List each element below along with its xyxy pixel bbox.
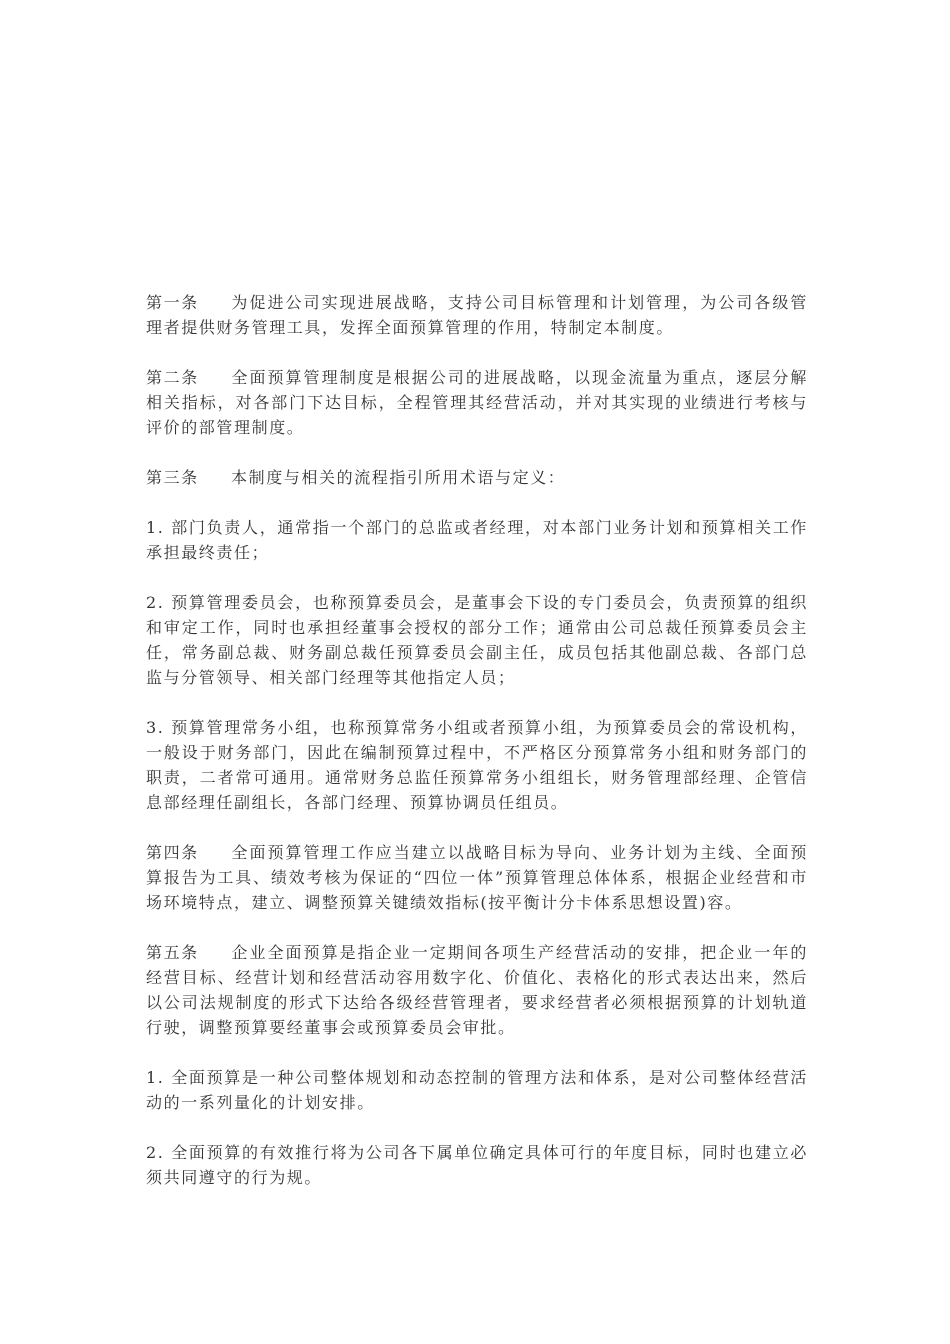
- article-text: 本制度与相关的流程指引所用术语与定义：: [231, 468, 566, 487]
- list-item: [146, 515, 808, 565]
- article-1: [146, 290, 808, 340]
- article-text: 全面预算管理工作应当建立以战略目标为导向、业务计划为主线、全面预算报告为工具、绩效考核为保证的“四位一体”预算管理总体体系，根据企业经营和市场环境特点，建立、调整预算关键绩效指标(按平衡计分卡体系思想设置)容。: [146, 843, 808, 912]
- list-item: [146, 1140, 808, 1190]
- article-number: 第五条: [146, 943, 199, 962]
- article-3: [146, 465, 808, 490]
- article-text: 全面预算管理制度是根据公司的进展战略，以现金流量为重点，逐层分解相关指标，对各部门下达目标，全程管理其经营活动，并对其实现的业绩进行考核与评价的部管理制度。: [146, 368, 808, 437]
- list-item: [146, 1065, 808, 1115]
- list-item-text: 2. 预算管理委员会，也称预算委员会，是董事会下设的专门委员会，负责预算的组织和审定工作，同时也承担经董事会授权的部分工作；通常由公司总裁任预算委员会主任，常务副总裁、财务副总裁任预算委员会副主任，成员包括其他副总裁、各部门总监与分管领导、相关部门经理等其他指定人员；: [146, 593, 808, 687]
- list-item-text: 3. 预算管理常务小组，也称预算常务小组或者预算小组，为预算委员会的常设机构，一般设于财务部门，因此在编制预算过程中，不严格区分预算常务小组和财务部门的职责，二者常可通用。通常财务总监任预算常务小组组长，财务管理部经理、企管信息部经理任副组长，各部门经理、预算协调员任组员。: [146, 718, 808, 812]
- article-text: 为促进公司实现进展战略，支持公司目标管理和计划管理，为公司各级管理者提供财务管理工具，发挥全面预算管理的作用，特制定本制度。: [146, 293, 808, 337]
- list-item-text: 1. 全面预算是一种公司整体规划和动态控制的管理方法和体系，是对公司整体经营活动的一系列量化的计划安排。: [146, 1068, 808, 1112]
- article-number: 第四条: [146, 843, 199, 862]
- list-item: [146, 715, 808, 815]
- article-number: 第一条: [146, 293, 199, 312]
- document-body: [146, 290, 808, 1215]
- article-number: 第三条: [146, 468, 199, 487]
- article-text: 企业全面预算是指企业一定期间各项生产经营活动的安排，把企业一年的经营目标、经营计划和经营活动容用数字化、价值化、表格化的形式表达出来，然后以公司法规制度的形式下达给各级经营管理者，要求经营者必须根据预算的计划轨道行驶，调整预算要经董事会或预算委员会审批。: [146, 943, 808, 1037]
- article-4: [146, 840, 808, 915]
- list-item-text: 2. 全面预算的有效推行将为公司各下属单位确定具体可行的年度目标，同时也建立必须共同遵守的行为规。: [146, 1143, 808, 1187]
- list-item: [146, 590, 808, 690]
- list-item-text: 1. 部门负责人，通常指一个部门的总监或者经理，对本部门业务计划和预算相关工作承担最终责任；: [146, 518, 808, 562]
- article-number: 第二条: [146, 368, 199, 387]
- article-2: [146, 365, 808, 440]
- article-5: [146, 940, 808, 1040]
